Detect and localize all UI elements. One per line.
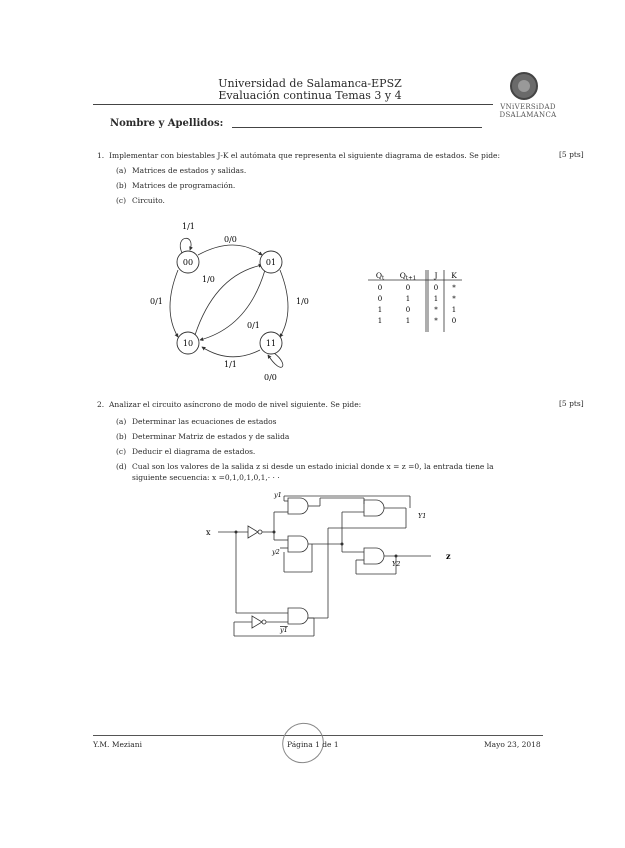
table-cell: 1 — [405, 295, 411, 303]
transition-label: 0/0 — [224, 235, 237, 244]
table-header: K — [451, 271, 457, 280]
table-cell: * — [434, 317, 438, 325]
self-loop-11 — [268, 353, 283, 367]
input-label-x: x — [206, 528, 211, 537]
seal-center — [518, 80, 530, 92]
item-text: Determinar Matriz de estados y de salida — [132, 432, 290, 441]
table-cell: 0 — [405, 284, 411, 292]
item-text: Deducir el diagrama de estados. — [132, 447, 256, 456]
signal-label-Y2: Y2 — [392, 560, 401, 568]
table-cell: 1 — [433, 295, 439, 303]
inverter-x — [248, 526, 258, 538]
university-logo-line2: DSALAMANCA — [499, 111, 557, 119]
question-1-text: Implementar con biestables J-K el autómata que representa el siguiente diagrama de estados. Se pide: — [109, 151, 500, 160]
question-1-points: [5 pts] — [559, 150, 584, 159]
item-label: (c) — [116, 447, 127, 456]
item-label: (c) — [116, 196, 127, 205]
and-gate-4 — [364, 548, 384, 564]
question-1-item — [116, 165, 246, 176]
transition-label: 1/0 — [296, 297, 309, 306]
state-label: 00 — [182, 258, 194, 267]
junction-dot — [273, 531, 276, 534]
question-2-number: 2. — [97, 400, 105, 409]
header-divider — [93, 104, 493, 105]
signal-label-y2: y2 — [272, 548, 280, 556]
exam-title: Evaluación continua Temas 3 y 4 — [218, 89, 402, 102]
and-gate-5 — [288, 608, 308, 624]
table-cell: 1 — [377, 317, 383, 325]
name-label: Nombre y Apellidos: — [110, 118, 224, 129]
signal-label-Y1: Y1 — [418, 512, 427, 520]
table-cell: 0 — [405, 306, 411, 314]
question-1-number: 1. — [97, 151, 105, 160]
footer-author: Y.M. Meziani — [93, 740, 142, 749]
question-2-points: [5 pts] — [559, 399, 584, 408]
item-label: (a) — [116, 166, 127, 175]
item-text: Circuito. — [132, 196, 165, 205]
transition-label: 0/1 — [150, 297, 163, 306]
and-gate-2 — [364, 500, 384, 516]
question-2-item — [116, 431, 289, 442]
item-text: Cual son los valores de la salida z si desde un estado inicial donde x = z =0, la entrada tiene la — [132, 462, 494, 471]
university-seal-icon — [510, 72, 538, 100]
table-cell: 1 — [405, 317, 411, 325]
institution-name: Universidad de Salamanca-EPSZ — [218, 77, 402, 90]
question-2-text: Analizar el circuito asíncrono de modo de nivel siguiente. Se pide: — [109, 400, 362, 409]
table-cell: 0 — [377, 295, 383, 303]
jk-excitation-table — [368, 268, 464, 334]
item-text: Matrices de programación. — [132, 181, 236, 190]
table-cell: 0 — [377, 284, 383, 292]
item-text: Matrices de estados y salidas. — [132, 166, 247, 175]
question-1-item — [116, 180, 235, 191]
table-cell: * — [452, 295, 456, 303]
table-cell: 0 — [433, 284, 439, 292]
state-label: 11 — [265, 339, 277, 348]
table-cell: 0 — [451, 317, 457, 325]
question-2-item-continuation: siguiente secuencia: x =0,1,0,1,0,1,· · · — [132, 473, 280, 482]
footer-date: Mayo 23, 2018 — [484, 740, 541, 749]
table-header: $Q_t$ — [375, 271, 385, 282]
question-2 — [97, 399, 537, 411]
transition-label: 0/1 — [247, 321, 260, 330]
table-header: J — [434, 271, 438, 280]
item-text: Determinar las ecuaciones de estados — [132, 417, 277, 426]
question-2-item — [116, 461, 556, 472]
and-gate-3 — [288, 536, 308, 552]
state-label: 01 — [265, 258, 277, 267]
item-label: (b) — [116, 181, 127, 190]
and-gate-1 — [288, 498, 308, 514]
question-2-item — [116, 416, 277, 427]
inverter-bottom — [252, 616, 262, 628]
state-diagram — [140, 215, 320, 385]
table-header: $Q_{t+1}$ — [399, 271, 417, 282]
asynchronous-circuit — [196, 488, 458, 648]
junction-dot — [235, 531, 238, 534]
transition-label: 1/1 — [182, 222, 195, 231]
output-label-z: z — [446, 551, 451, 561]
transition-label: 1/1 — [224, 360, 237, 369]
transition-label: 0/0 — [264, 373, 277, 382]
item-label: (b) — [116, 432, 127, 441]
question-2-item — [116, 446, 255, 457]
university-logo-text — [493, 103, 563, 119]
transition-00-01 — [198, 245, 262, 255]
transition-00-10 — [170, 270, 178, 337]
question-1 — [97, 150, 557, 162]
state-label: 10 — [182, 339, 194, 348]
table-cell: * — [452, 284, 456, 292]
item-label: (d) — [116, 462, 127, 471]
question-1-item — [116, 195, 165, 206]
table-cell: * — [434, 306, 438, 314]
signal-label-y1-bar: y1 — [280, 626, 288, 634]
table-cell: 1 — [377, 306, 383, 314]
junction-dot — [395, 555, 398, 558]
transition-01-11 — [280, 270, 288, 337]
footer-page-number: Página 1 de 1 — [287, 740, 339, 749]
table-cell: 1 — [451, 306, 457, 314]
header-title-block — [170, 78, 450, 102]
signal-label-y1: y1 — [274, 491, 282, 499]
university-logo-line1: VNiVERSiDAD — [500, 103, 556, 111]
name-field-line — [232, 127, 482, 128]
transition-label: 1/0 — [202, 275, 215, 284]
transition-11-10 — [202, 347, 260, 357]
junction-dot — [341, 543, 344, 546]
item-label: (a) — [116, 417, 127, 426]
